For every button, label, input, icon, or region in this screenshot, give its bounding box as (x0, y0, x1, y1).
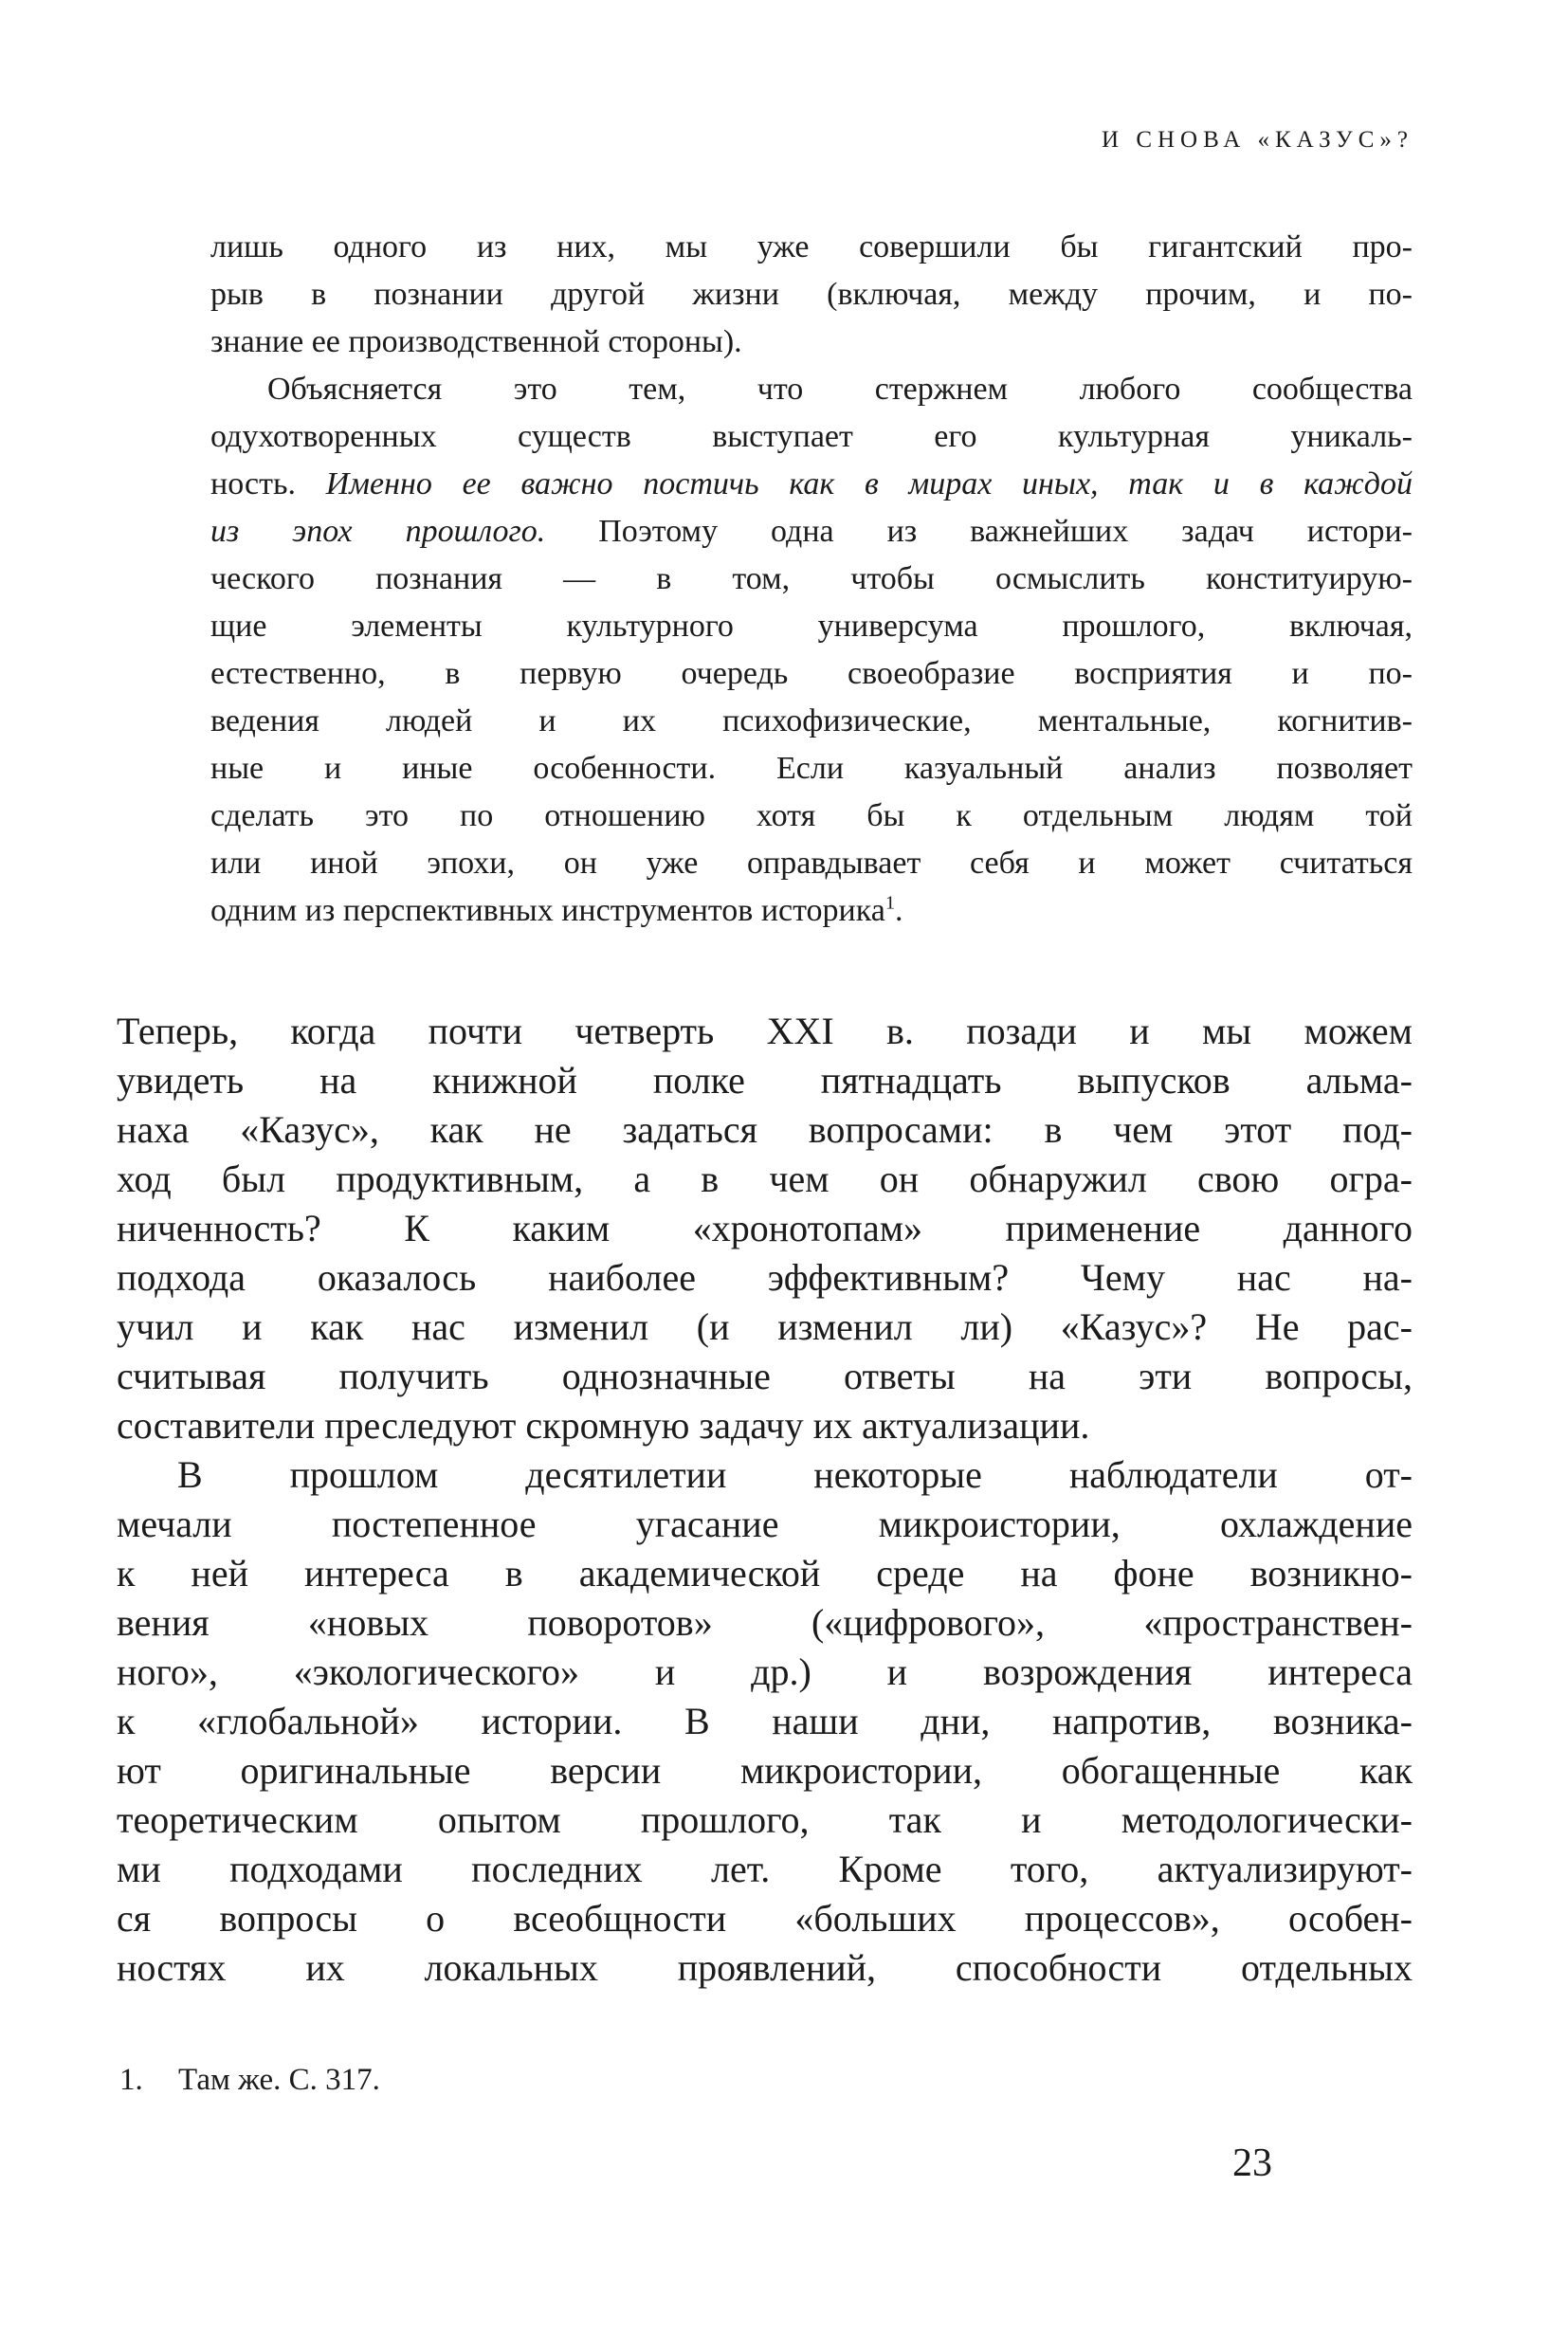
quote-line: одним из перспективных инструментов историка$^1$. (210, 892, 903, 928)
text-line: теоретическим опытом прошлого, так и методологически- (117, 1798, 1413, 1841)
text-line: учил и как нас изменил (и изменил ли) «Казус»? Не рас- (117, 1305, 1413, 1348)
text-line: составители преследуют скромную задачу их актуализации. (117, 1404, 1090, 1447)
text-line: ного», «экологического» и др.) и возрождения интереса (117, 1650, 1413, 1693)
text-line: ход был продуктивным, а в чем он обнаружил свою огра- (117, 1157, 1413, 1200)
text-line: к ней интереса в академической среде на фоне возникно- (117, 1552, 1413, 1595)
text-line: ниченность? К каким «хронотопам» применение данного (117, 1207, 1413, 1249)
text-line: ми подходами последних лет. Кроме того, актуализируют- (117, 1848, 1413, 1890)
quote-line: из эпох прошлого. Поэтому одна из важнейших задач истори- (210, 514, 1413, 549)
footnote-reference: 1 (884, 892, 896, 914)
text-line: к «глобальной» истории. В наши дни, напротив, возника- (117, 1700, 1413, 1742)
quote-line: ность. Именно ее важно постичь как в мирах иных, так и в каждой (210, 466, 1413, 501)
quote-line: ные и иные особенности. Если казуальный анализ позволяет (210, 751, 1413, 786)
footnote (119, 2059, 380, 2101)
text-line: ностях их локальных проявлений, способности отдельных (117, 1946, 1413, 1989)
quote-line: Объясняется это тем, что стержнем любого сообщества (267, 372, 1413, 407)
page-number: 23 (1232, 2141, 1272, 2185)
quote-line: или иной эпохи, он уже оправдывает себя и может считаться (210, 846, 1413, 881)
text-line: считывая получить однозначные ответы на эти вопросы, (117, 1355, 1413, 1397)
quote-line: ведения людей и их психофизические, ментальные, когнитив- (210, 703, 1413, 738)
quote-line: ческого познания — в том, чтобы осмыслить конституирую- (210, 561, 1413, 596)
quote-line: одухотворенных существ выступает его культурная уникаль- (210, 419, 1413, 454)
running-head: И СНОВА «КАЗУС»? (1102, 127, 1413, 153)
quote-line: щие элементы культурного универсума прошлого, включая, (210, 609, 1413, 644)
text-line: наха «Казус», как не задаться вопросами: в чем этот под- (117, 1108, 1413, 1151)
text-line: Теперь, когда почти четверть XXI в. позади и мы можем (117, 1010, 1413, 1052)
text-line: подхода оказалось наиболее эффективным? Чему нас на- (117, 1256, 1413, 1299)
quote-line: рыв в познании другой жизни (включая, между прочим, и по- (210, 277, 1413, 312)
text-line: мечали постепенное угасание микроистории, охлаждение (117, 1503, 1413, 1545)
block-quote (210, 224, 1413, 935)
quote-line: сделать это по отношению хотя бы к отдельным людям той (210, 798, 1413, 833)
text-line: В прошлом десятилетии некоторые наблюдатели от- (177, 1453, 1413, 1496)
quote-line: лишь одного из них, мы уже совершили бы гигантский про- (210, 229, 1413, 264)
quote-line: знание ее производственной стороны). (210, 324, 742, 359)
footnote-number: 1. (119, 2063, 143, 2097)
text-line: ся вопросы о всеобщности «больших процессов», особен- (117, 1897, 1413, 1940)
body-text (117, 1007, 1413, 1993)
quote-line: естественно, в первую очередь своеобразие восприятия и по- (210, 656, 1413, 691)
footnote-text: Там же. С. 317. (178, 2063, 380, 2097)
text-line: ют оригинальные версии микроистории, обогащенные как (117, 1749, 1413, 1792)
text-line: увидеть на книжной полке пятнадцать выпусков альма- (117, 1059, 1413, 1102)
text-line: вения «новых поворотов» («цифрового», «пространствен- (117, 1601, 1413, 1644)
